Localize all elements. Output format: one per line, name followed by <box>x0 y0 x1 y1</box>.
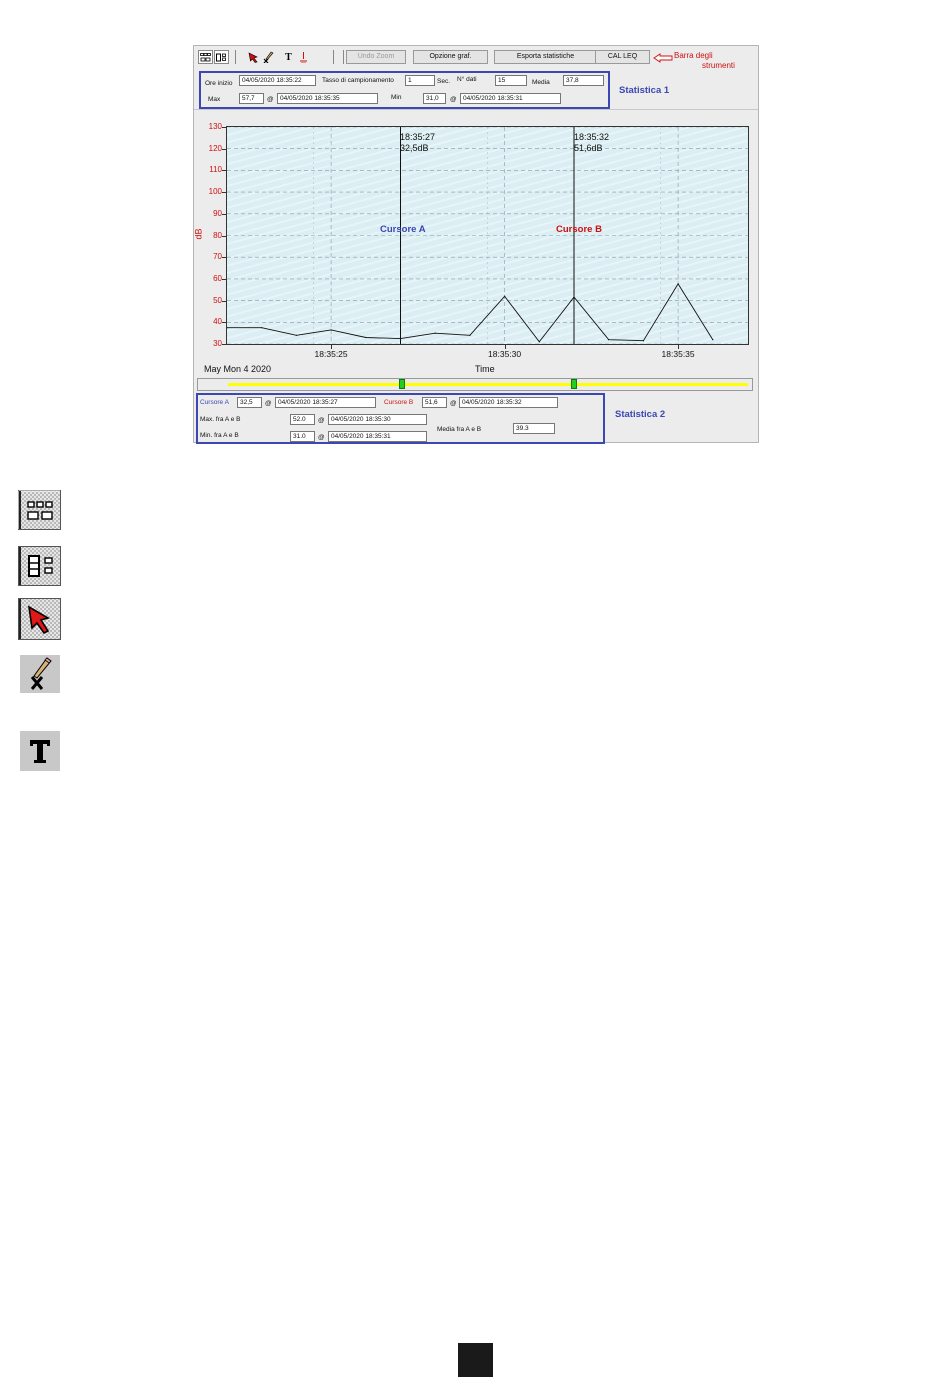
max-time-field[interactable]: 04/05/2020 18:35:35 <box>277 93 378 104</box>
data-point <box>261 327 262 328</box>
y-tick-label: 120 <box>208 143 222 153</box>
data-count-label: N° dati <box>457 76 477 83</box>
min-between-field[interactable]: 31.0 <box>290 431 315 442</box>
cursor-b-label: Cursore B <box>556 224 602 235</box>
x-tick-label: 18:35:30 <box>488 349 522 359</box>
divider <box>194 109 758 110</box>
y-tick-label: 90 <box>213 208 222 218</box>
cursor-b-value: 51,6dB <box>574 143 603 153</box>
data-point <box>365 337 366 338</box>
undo-zoom-button[interactable]: Undo Zoom <box>346 50 406 64</box>
y-axis-label: dB <box>193 228 204 240</box>
marker-icon[interactable] <box>296 50 311 64</box>
graph-window <box>193 45 759 443</box>
graph-options-button[interactable]: Opzione graf. <box>413 50 488 64</box>
cursor-b-label-field: Cursore B <box>384 399 414 406</box>
callout-line-2: strumenti <box>702 61 735 70</box>
x-tick-label: 18:35:35 <box>661 349 695 359</box>
x-tick-label: 18:35:25 <box>314 349 348 359</box>
y-tick-label: 100 <box>208 187 222 197</box>
min-label: Min <box>391 94 402 101</box>
callout-arrow-icon <box>653 53 673 63</box>
max-at-symbol: @ <box>267 96 274 103</box>
cursor-a-at-symbol: @ <box>265 400 272 407</box>
statistics-1-panel <box>199 71 610 109</box>
sample-rate-unit: Sec. <box>437 78 451 85</box>
cursor-a-label-field: Cursore A <box>200 399 229 406</box>
max-between-at-symbol: @ <box>318 417 325 424</box>
y-tick-label: 130 <box>208 122 222 131</box>
max-between-label: Max. fra A e B <box>200 416 241 423</box>
cursor-b-thumb[interactable] <box>571 379 577 389</box>
data-point <box>539 341 540 342</box>
x-tick-mark <box>678 345 679 349</box>
cursor-b-value-field[interactable]: 51,6 <box>422 397 447 408</box>
series-line <box>227 284 713 342</box>
slider-track[interactable] <box>228 383 748 386</box>
toolbar-separator <box>333 50 334 64</box>
cursor-b-at-symbol: @ <box>450 400 457 407</box>
cursor-a-value-field[interactable]: 32,5 <box>237 397 262 408</box>
statistics-2-panel <box>196 393 605 444</box>
sample-rate-label: Tasso di campionamento <box>322 77 394 84</box>
start-time-label: Ore inizio <box>205 80 233 87</box>
arrow-cursor-icon <box>18 598 61 638</box>
data-point <box>435 333 436 334</box>
max-label: Max <box>208 96 221 103</box>
cursor-b-readout <box>574 132 609 154</box>
statistics-panel-icon[interactable] <box>198 50 213 64</box>
min-between-label: Min. fra A e B <box>200 432 239 439</box>
pencil-icon <box>20 655 60 693</box>
min-between-at-symbol: @ <box>318 434 325 441</box>
toolbar-callout <box>674 51 764 71</box>
cursor-a-time-field[interactable]: 04/05/2020 18:35:27 <box>275 397 376 408</box>
data-point <box>296 335 297 336</box>
max-between-field[interactable]: 52.0 <box>290 414 315 425</box>
statistics-1-title: Statistica 1 <box>619 85 670 96</box>
cursor-b-time-field[interactable]: 04/05/2020 18:35:32 <box>459 397 558 408</box>
min-time-field[interactable]: 04/05/2020 18:35:31 <box>460 93 561 104</box>
toolbar-separator <box>235 50 236 64</box>
arrow-cursor-icon[interactable] <box>246 50 261 64</box>
cursor-panel-icon <box>18 546 61 586</box>
plot-svg <box>227 127 748 344</box>
cursor-a-time: 18:35:27 <box>400 132 436 142</box>
min-field[interactable]: 31,0 <box>423 93 446 104</box>
toolbar-separator <box>343 50 344 64</box>
toolbar <box>194 46 758 68</box>
date-label: May Mon 4 2020 <box>204 364 272 374</box>
statistics-panel-icon <box>18 490 61 530</box>
callout-line-1: Barra degli <box>674 51 713 60</box>
y-tick-label: 110 <box>209 165 222 175</box>
data-point <box>469 335 470 336</box>
max-between-time-field[interactable]: 04/05/2020 18:35:30 <box>328 414 427 425</box>
y-tick-label: 50 <box>213 295 222 305</box>
data-point <box>331 329 332 330</box>
mean-label: Media <box>532 79 550 86</box>
min-at-symbol: @ <box>450 96 457 103</box>
text-icon <box>20 731 60 771</box>
cursor-slider[interactable] <box>197 378 753 391</box>
cursor-a-label: Cursore A <box>380 224 426 235</box>
cursor-a-thumb[interactable] <box>399 379 405 389</box>
cursor-panel-icon[interactable] <box>214 50 229 64</box>
statistics-2-title: Statistica 2 <box>615 409 666 420</box>
y-tick-label: 70 <box>213 252 222 262</box>
data-point <box>712 339 713 340</box>
cursor-a-readout <box>400 132 435 154</box>
page-number-box <box>458 1343 493 1377</box>
start-time-field[interactable]: 04/05/2020 18:35:22 <box>239 75 316 86</box>
data-count-field[interactable]: 15 <box>495 75 527 86</box>
y-tick-label: 40 <box>213 317 222 327</box>
x-axis-label: Time <box>475 364 495 374</box>
data-point <box>678 283 679 284</box>
min-between-time-field[interactable]: 04/05/2020 18:35:31 <box>328 431 427 442</box>
sample-rate-field[interactable]: 1 <box>405 75 435 86</box>
mean-between-label: Media fra A e B <box>437 426 482 433</box>
max-field[interactable]: 57,7 <box>239 93 264 104</box>
data-point <box>643 340 644 341</box>
export-statistics-button[interactable]: Esporta statistiche <box>494 50 597 64</box>
data-point <box>608 339 609 340</box>
x-tick-mark <box>505 345 506 349</box>
mean-field[interactable]: 37,8 <box>563 75 604 86</box>
mean-between-field[interactable]: 39.3 <box>513 423 555 434</box>
data-point <box>504 296 505 297</box>
pencil-icon[interactable] <box>261 50 276 64</box>
plot-area[interactable] <box>226 126 749 345</box>
y-tick-label: 30 <box>213 339 222 348</box>
cal-leq-button[interactable]: CAL LEQ <box>595 50 650 64</box>
y-tick-label: 80 <box>213 230 222 240</box>
cursor-b-time: 18:35:32 <box>574 132 610 142</box>
text-icon[interactable]: T <box>285 51 292 63</box>
x-tick-mark <box>331 345 332 349</box>
y-tick-label: 60 <box>213 273 222 283</box>
cursor-a-value: 32,5dB <box>400 143 429 153</box>
